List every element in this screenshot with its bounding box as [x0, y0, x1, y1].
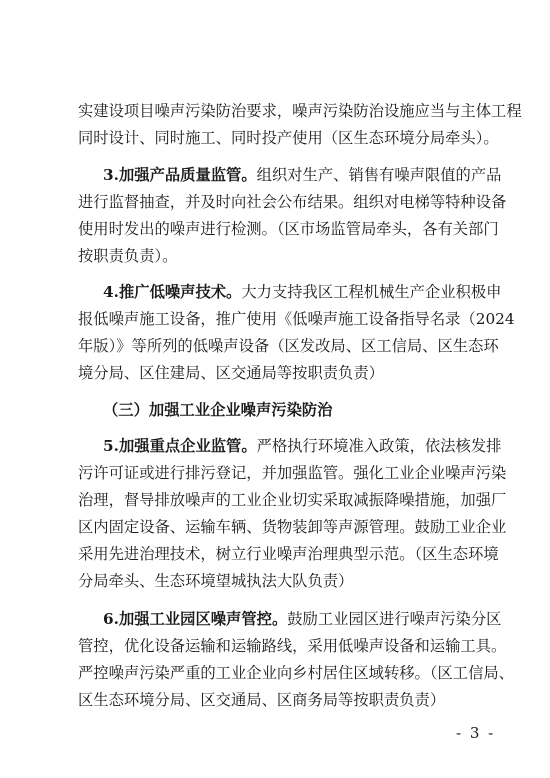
paragraph-line: 采用先进治理技术，树立行业噪声治理典型示范。（区生态环境 — [78, 545, 499, 563]
paragraph-line: 区内固定设备、运输车辆、货物装卸等声源管理。鼓励工业企业 — [78, 518, 507, 536]
item-heading: 3.加强产品质量监管。 — [103, 166, 257, 184]
paragraph-line: 污许可证或进行排污登记，并加强监管。强化工业企业噪声污染 — [78, 464, 507, 482]
paragraph-line: 治理，督导排放噪声的工业企业切实采取减振降噪措施，加强厂 — [78, 491, 507, 509]
paragraph-line: 同时设计、同时施工、同时投产使用（区生态环境分局牵头）。 — [78, 129, 499, 147]
paragraph-line: 区生态环境分局、区交通局、区商务局等按职责负责） — [78, 691, 446, 709]
paragraph-line: 境分局、区住建局、区交通局等按职责负责） — [78, 364, 384, 382]
paragraph-line: 管控，优化设备运输和运输路线，采用低噪声设备和运输工具。 — [78, 637, 507, 655]
paragraph-line: 报低噪声施工设备，推广使用《低噪声施工设备指导名录（2024 — [78, 310, 515, 328]
paragraph-line: 年版）》等所列的低噪声设备（区发改局、区工信局、区生态环 — [78, 337, 499, 355]
section-heading: （三）加强工业企业噪声污染防治 — [103, 401, 333, 419]
paragraph-line: 分局牵头、生态环境望城执法大队负责） — [78, 572, 354, 590]
paragraph-line: 进行监督抽查，并及时向社会公布结果。组织对电梯等特种设备 — [78, 193, 507, 211]
paragraph-line: 严控噪声污染严重的工业企业向乡村居住区域转移。（区工信局、 — [78, 664, 514, 682]
paragraph-line: 使用时发出的噪声进行检测。（区市场监管局牵头，各有关部门 — [78, 220, 499, 238]
paragraph-line: 4.推广低噪声技术。大力支持我区工程机械生产企业积极申 — [103, 283, 502, 301]
item-heading: 5.加强重点企业监管。 — [103, 437, 257, 455]
paragraph-line: 实建设项目噪声污染防治要求，噪声污染防治设施应当与主体工程 — [78, 102, 522, 120]
item-heading: 6.加强工业园区噪声管控。 — [103, 610, 288, 628]
paragraph-line: 3.加强产品质量监管。组织对生产、销售有噪声限值的产品 — [103, 166, 502, 184]
item-heading: 4.推广低噪声技术。 — [103, 283, 242, 301]
paragraph-line: 6.加强工业园区噪声管控。鼓励工业园区进行噪声污染分区 — [103, 610, 502, 628]
page-number: - 3 - — [456, 724, 496, 742]
paragraph-line: 5.加强重点企业监管。严格执行环境准入政策，依法核发排 — [103, 437, 502, 455]
paragraph-line: 按职责负责）。 — [78, 247, 178, 265]
